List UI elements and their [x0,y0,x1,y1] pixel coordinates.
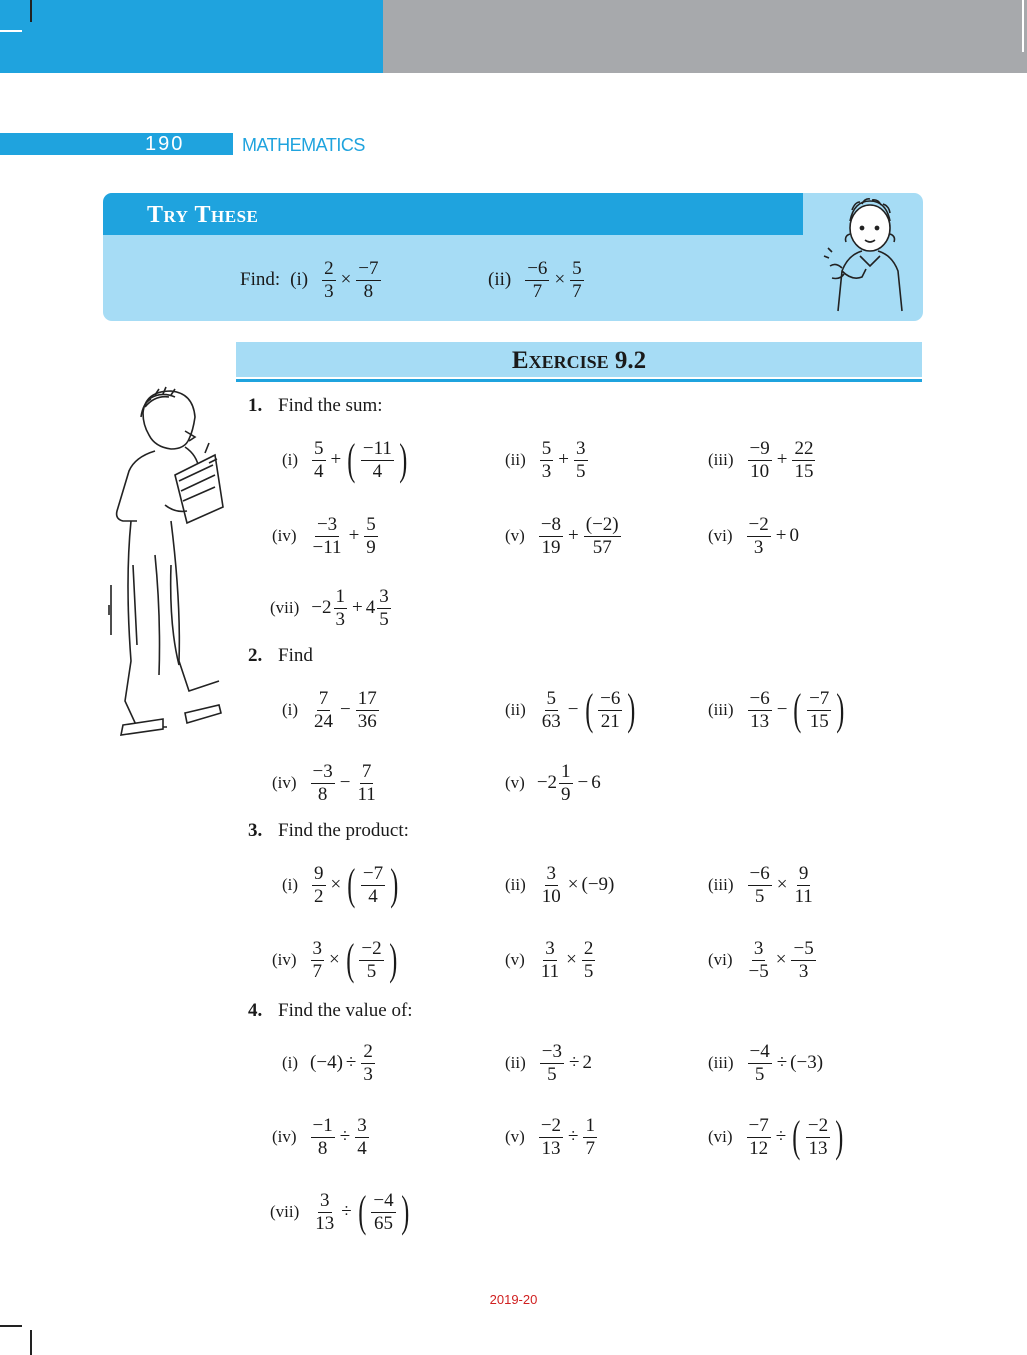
question-1-part-iii [708,430,817,490]
part-number: (v) [505,773,525,792]
part-number: (iii) [708,700,734,719]
operator: − [340,699,351,720]
fraction: $\frac{5}{3}$ [541,437,552,482]
fraction: $\frac{5}{4}$ [314,437,324,482]
question-2-part-i [282,680,381,740]
fraction: $\frac{17}{36}$ [357,687,377,732]
question-4-part-v [505,1107,599,1167]
operator: ÷ [341,1201,352,1222]
crop-mark [30,0,32,22]
page-subject: MATHEMATICS [242,135,365,155]
part-number: (iv) [272,1127,297,1146]
term: 6 [591,772,601,793]
fraction: $\frac{1}{7}$ [585,1114,595,1159]
try-these-box [103,193,923,321]
fraction: $\frac{-6}{7}$ [527,257,548,302]
page-header-bar [0,133,233,155]
girl-illustration [820,196,920,318]
part-number: (v) [505,950,525,969]
fraction: $\frac{5}{9}$ [366,513,376,558]
question-4-part-iii [708,1033,823,1093]
question-1-part-ii [505,430,590,490]
question-4-part-ii [505,1033,592,1093]
operator: ÷ [776,1052,788,1073]
operator: × [775,949,787,970]
fraction: $\frac{3}{13}$ [315,1189,335,1234]
question-1-part-i: (i) $\frac{5}{4}$ + ( $\frac{-11}{4}$ ) [282,435,408,484]
try-these-item-1 [240,255,383,305]
page-number: 190 [145,133,185,155]
question-text: Find the sum: [278,395,383,416]
footer-year: 2019-20 [489,1292,538,1307]
question-1-part-vii [270,578,393,638]
crop-mark [30,1330,32,1355]
question-1-part-v [505,506,623,566]
try-these-item-2 [488,255,586,305]
crop-mark [1022,0,1024,52]
fraction: $\frac{3}{4}$ [357,1114,367,1159]
operator: ÷ [568,1126,579,1147]
question-4-part-vi: (vi) $\frac{-7}{12}$ ÷ ( $\frac{-2}{13}$ ) [708,1112,844,1161]
operator: − [776,699,788,720]
operator: + [775,525,787,546]
term: (−3) [790,1052,824,1073]
fraction: $\frac{-11}{4}$ [362,437,392,482]
fraction: $\frac{-6}{21}$ [600,687,621,732]
question-3-part-iii [708,855,817,915]
item-number: (i) [290,269,309,290]
fraction: $\frac{-2}{13}$ [807,1114,829,1159]
operator: + [776,449,788,470]
part-number: (i) [282,1053,299,1072]
top-color-bar-blue [0,0,383,73]
question-2-part-iv [272,753,380,813]
operator: + [348,525,360,546]
part-number: (iv) [272,950,297,969]
part-number: (iii) [708,875,734,894]
question-number: 3. [248,820,263,841]
question-3-part-ii [505,855,614,915]
operator: ÷ [775,1126,787,1147]
fraction: $\frac{22}{15}$ [794,437,814,482]
fraction: $\frac{-7}{4}$ [362,862,384,907]
question-number: 4. [248,1000,263,1021]
part-number: (i) [282,875,299,894]
fraction: $\frac{-2}{13}$ [540,1114,562,1159]
fraction: $\frac{-6}{5}$ [749,862,770,907]
operator: ÷ [569,1052,580,1073]
exercise-title: Exercise 9.2 [511,347,647,374]
fraction: $\frac{5}{7}$ [572,257,582,302]
fraction: $\frac{-8}{19}$ [540,513,562,558]
mixed-number: −2 $\frac{1}{9}$ [536,760,571,805]
operator: × [340,269,352,290]
question-1-part-vi [708,506,799,566]
question-4-part-vii: (vii) $\frac{3}{13}$ ÷ ( $\frac{-4}{65}$ ) [270,1187,409,1236]
fraction: $\frac{2}{3}$ [324,257,334,302]
question-2-part-iii: (iii) $\frac{-6}{13}$ − ( $\frac{-7}{15}$ ) [708,685,845,734]
boy-reading-illustration [105,385,230,760]
operator: × [566,949,577,970]
fraction: $\frac{3}{7}$ [312,937,323,982]
fraction: $\frac{9}{2}$ [314,862,324,907]
fraction: $\frac{7}{11}$ [357,760,376,805]
operator: − [577,772,589,793]
fraction: $\frac{-5}{3}$ [793,937,814,982]
part-number: (iv) [272,526,297,545]
part-number: (v) [505,1127,525,1146]
try-these-title: Try These [147,202,259,228]
fraction: $\frac{(-2)}{57}$ [585,513,619,558]
fraction: $\frac{3}{-5}$ [748,937,769,982]
question-1-part-iv [272,506,380,566]
question-1-heading [248,395,383,417]
term: (−9) [581,874,615,895]
term: (−4) [310,1052,343,1073]
fraction: $\frac{-1}{8}$ [312,1114,333,1159]
part-number: (ii) [505,1053,526,1072]
part-number: (iv) [272,773,297,792]
fraction: $\frac{-2}{5}$ [361,937,382,982]
fraction: $\frac{-3}{8}$ [312,760,333,805]
fraction: $\frac{-6}{13}$ [749,687,770,732]
question-3-part-i: (i) $\frac{9}{2}$ × ( $\frac{-7}{4}$ ) [282,860,399,909]
part-number: (vi) [708,950,733,969]
part-number: (ii) [505,700,526,719]
operator: × [567,874,579,895]
question-text: Find [278,645,313,666]
fraction: $\frac{-7}{12}$ [748,1114,769,1159]
question-4-heading [248,1000,413,1022]
fraction: $\frac{3}{5}$ [576,437,586,482]
operator: + [352,597,363,618]
fraction: $\frac{2}{5}$ [583,937,594,982]
part-number: (ii) [505,450,526,469]
question-text: Find the product: [278,820,409,841]
part-number: (i) [282,700,299,719]
part-number: (iii) [708,1053,734,1072]
question-number: 1. [248,395,263,416]
fraction: $\frac{-9}{10}$ [749,437,770,482]
exercise-header-rule [236,379,922,382]
fraction: $\frac{-3}{5}$ [541,1040,562,1085]
fraction: $\frac{5}{63}$ [541,687,561,732]
fraction: $\frac{-4}{65}$ [373,1189,394,1234]
find-label: Find: [240,269,281,290]
operator: × [776,874,788,895]
operator: ÷ [345,1052,357,1073]
operator: × [330,874,342,895]
operator: ÷ [339,1126,351,1147]
question-4-part-i [282,1033,377,1093]
fraction: $\frac{7}{24}$ [314,687,334,732]
part-number: (i) [282,450,299,469]
operator: − [567,699,579,720]
question-3-part-vi [708,930,818,990]
term: 0 [789,525,799,546]
fraction: $\frac{-7}{8}$ [358,257,379,302]
fraction: $\frac{-7}{15}$ [809,687,830,732]
question-3-heading [248,820,409,842]
part-number: (vi) [708,526,733,545]
top-color-bar-grey [383,0,1027,73]
part-number: (vii) [270,1202,300,1221]
question-3-part-iv: (iv) $\frac{3}{7}$ × ( $\frac{-2}{5}$ ) [272,935,397,984]
question-2-part-v [505,753,601,813]
crop-mark [0,1325,22,1327]
operator: − [339,772,351,793]
fraction: $\frac{3}{10}$ [541,862,561,907]
part-number: (ii) [505,875,526,894]
question-text: Find the value of: [278,1000,413,1021]
part-number: (v) [505,526,525,545]
part-number: (vii) [270,598,300,617]
question-3-part-v [505,930,597,990]
fraction: $\frac{2}{3}$ [363,1040,373,1085]
operator: + [568,525,579,546]
question-4-part-iv [272,1107,371,1167]
operator: + [558,449,569,470]
fraction: $\frac{-2}{3}$ [748,513,769,558]
item-number: (ii) [488,269,512,290]
fraction: $\frac{3}{11}$ [540,937,560,982]
question-number: 2. [248,645,263,666]
mixed-number: 4 $\frac{3}{5}$ [365,585,389,630]
question-2-part-ii: (ii) $\frac{5}{63}$ − ( $\frac{-6}{21}$ ) [505,685,636,734]
part-number: (vi) [708,1127,733,1146]
fraction: $\frac{9}{11}$ [794,862,813,907]
question-2-heading [248,645,313,667]
operator: + [330,449,342,470]
fraction: $\frac{-3}{-11}$ [312,513,342,558]
fraction: $\frac{-4}{5}$ [749,1040,770,1085]
operator: × [329,949,340,970]
term: 2 [582,1052,592,1073]
crop-mark [0,30,22,32]
mixed-number: −2 $\frac{1}{3}$ [311,585,345,630]
part-number: (iii) [708,450,734,469]
operator: × [554,269,566,290]
